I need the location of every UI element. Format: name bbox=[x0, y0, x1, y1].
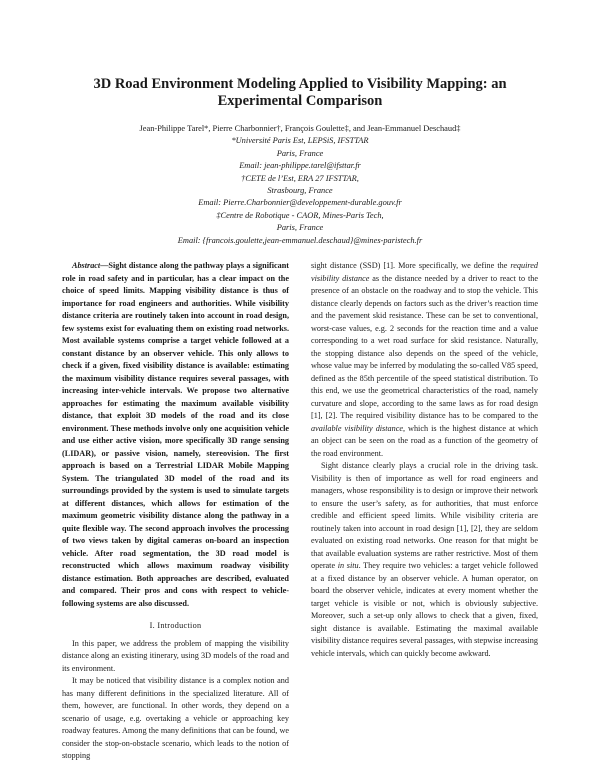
affiliation-line: Strasbourg, France bbox=[267, 186, 333, 196]
abstract-text: —Sight distance along the pathway plays a significant role in road safety and in particular, has a clear impact on the choice of speed limits. Mapping visibility distance is thus of importance for road engineers and authorities. While visibility distance criteria are routinely taken into account in road design, few systems exist for evaluating them on existing road networks. Most available systems comprise a target vehicle followed at a constant distance by an observer vehicle. This only allows to check if a given, fixed visibility distance is available: estimating the maximum visibility distance requires several passages, with increasing inter-vehicle intervals. We propose two alternative approaches for estimating the maximum available visibility distance, that exploit 3D models of the road and its close environment. These methods involve only one acquisition vehicle and use either active vision, more specifically 3D range sensing (LIDAR), or passive vision, namely, stereovision. The first approach is based on a Terrestrial LIDAR Mobile Mapping System. The triangulated 3D model of the road and its surroundings provided by the system is used to simulate targets at different distances, which allows for estimation of the maximum geometric visibility distance along the pathway in a quite flexible way. The second approach involves the processing of two views taken by digital cameras on-board an inspection vehicle. After road segmentation, the 3D road model is reconstructed which allows maximum roadway visibility distance estimation. Both approaches are described, evaluated and compared. Their pros and cons with respect to vehicle-following systems are also discussed. bbox=[62, 261, 289, 608]
text-run: as the distance needed by a driver to react to the presence of an obstacle on the roadway and to stop the vehicle. This distance clearly depends on factors such as the driver’s reaction time and the pavement skid resistance. These can be set to conventional, worst-case values, e.g. 2 seconds for the reaction time and a value corresponding to a wet road surface for skid resistance. Naturally, the stopping distance also depends on the speed of the vehicle, whose value may be inferred by modulating the so-called V85 speed, defined as the 85th percentile of the speed statistical distribution. To this end, we use the geometrical characteristics of the road, namely curvature and slope, according to the same laws as for road design [1], [2]. The required visibility distance has to be compared to the bbox=[311, 273, 538, 421]
affiliation-line: Paris, France bbox=[276, 223, 324, 233]
intro-paragraph-1: In this paper, we address the problem of mapping the visibility distance along an existing itinerary, using 3D models of the road and its environment. bbox=[62, 638, 289, 673]
intro-paragraph-2: It may be noticed that visibility distance is a complex notion and has many different definitions in the specialized literature. All of them, however, are functional. In other words, they depend on a scenario of usage, e.g. overtaking a vehicle or approaching key roadway features. Among the many definitions that can be found, we consider the stop-on-obstacle scenario, which leads to the notion of stopping bbox=[62, 676, 289, 761]
two-column-body bbox=[62, 260, 538, 763]
affiliation-email: Email: jean-philippe.tarel@ifsttar.fr bbox=[239, 161, 361, 171]
emphasis-term: in situ bbox=[337, 561, 359, 571]
affiliation-email: Email: Pierre.Charbonnier@developpement-durable.gouv.fr bbox=[198, 198, 402, 208]
text-run: , which is the highest distance at which an object can be seen on the road as a function of the geometry of the road environment. bbox=[311, 423, 538, 458]
affiliation-line: *Université Paris Est, LEPSiS, IFSTTAR bbox=[231, 136, 369, 146]
emphasis-term: required visibility distance bbox=[311, 261, 538, 283]
author-names: Jean-Philippe Tarel*, Pierre Charbonnier†, François Goulette‡, and Jean-Emmanuel Deschaud‡ bbox=[139, 124, 461, 133]
affiliation-line: †CETE de l’Est, ERA 27 IFSTTAR, bbox=[241, 173, 359, 183]
abstract-label: Abstract bbox=[72, 261, 101, 271]
right-paragraph-1 bbox=[311, 260, 538, 460]
section-heading: I. Introduction bbox=[149, 621, 202, 631]
right-paragraph-2 bbox=[311, 460, 538, 660]
emphasis-term: available visibility distance bbox=[311, 423, 403, 433]
affiliation-line: Paris, France bbox=[276, 148, 324, 158]
abstract bbox=[62, 260, 289, 610]
text-run: Sight distance clearly plays a crucial role in the driving task. Visibility is then of importance as well for road engineers and managers, whose responsibility is to design or improve their network to ensure the user’s safety, as for authorities, that must enforce credible and efficient speed limits. While visibility criteria are routinely taken into account in road design [1], [2], they are seldom evaluated on existing road networks. One reason for that might be that available evaluation systems are rather restrictive. Most of them operate bbox=[311, 461, 538, 571]
author-block bbox=[62, 123, 538, 247]
text-run: . They require two vehicles: a target vehicle followed at a fixed distance by an observer vehicle. A human operator, on board the observer vehicle, indicates at every moment whether the target vehicle is visible or not, which is obviously subjective. Moreover, such a set-up only allows to check that a given, fixed, sight distance is available. Estimating the maximal available visibility distance requires several passages, with stepwise increasing vehicle intervals, which can quickly become awkward. bbox=[311, 561, 538, 658]
text-run: sight distance (SSD) [1]. More specifically, we define the bbox=[311, 261, 511, 271]
affiliation-line: ‡Centre de Robotique - CAOR, Mines-Paris Tech, bbox=[216, 210, 384, 220]
affiliation-email: Email: {francois.goulette,jean-emmanuel.deschaud}@mines-paristech.fr bbox=[177, 235, 423, 245]
right-column bbox=[311, 260, 538, 763]
left-column bbox=[62, 260, 289, 763]
paper-title: 3D Road Environment Modeling Applied to Visibility Mapping: an Experimental Comparison bbox=[93, 76, 507, 109]
